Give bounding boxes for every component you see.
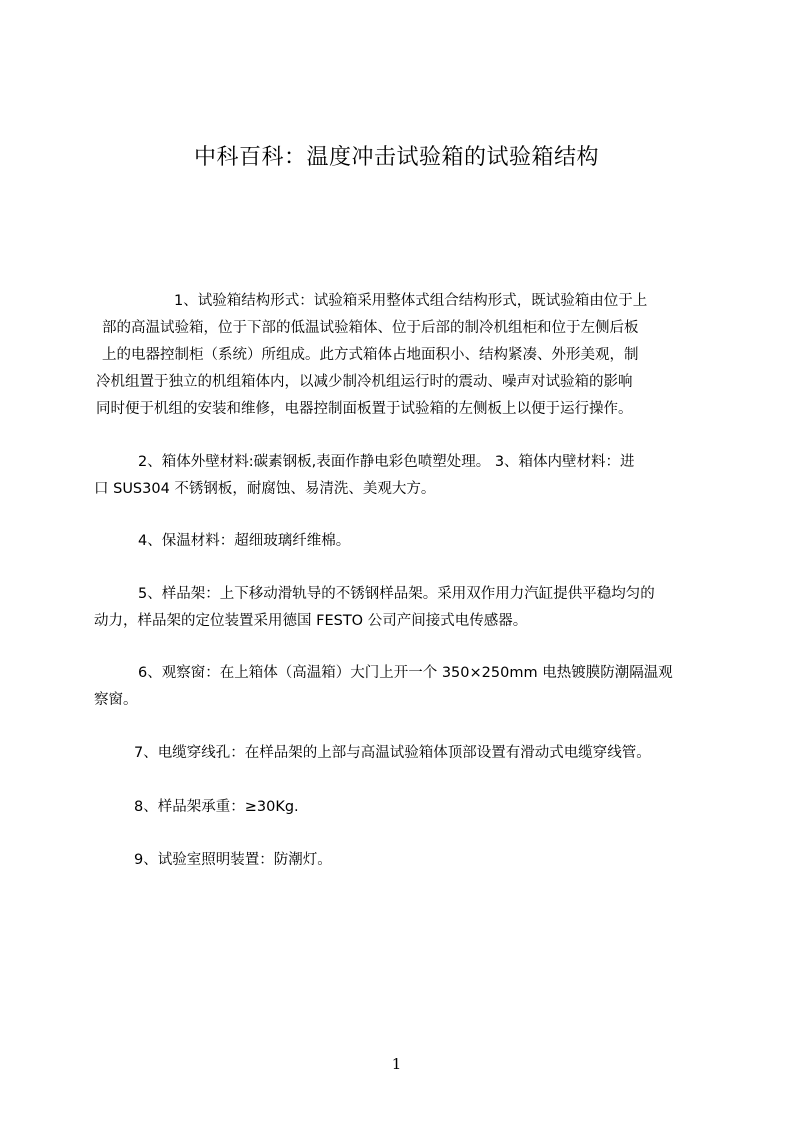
document-title: 中科百科：温度冲击试验箱的试验箱结构 bbox=[193, 145, 599, 170]
paragraph-1-line-4: 冷机组置于独立的机组箱体内，以减少制冷机组运行时的震动、噪声对试验箱的影响 bbox=[96, 374, 633, 390]
paragraph-7-line-1: 8、样品架承重：≥30Kg. bbox=[134, 799, 299, 815]
page-number: 1 bbox=[391, 1055, 402, 1073]
paragraph-2-line-2: 口 SUS304 不锈钢板，耐腐蚀、易清洗、美观大方。 bbox=[94, 481, 436, 497]
paragraph-4-line-2: 动力，样品架的定位装置采用德国 FESTO 公司产间接式电传感器。 bbox=[94, 613, 528, 629]
paragraph-1-line-3: 上的电器控制柜（系统）所组成。此方式箱体占地面积小、结构紧凑、外形美观，制 bbox=[102, 347, 639, 363]
paragraph-5-line-2: 察窗。 bbox=[94, 692, 138, 708]
paragraph-1-line-1: 1、试验箱结构形式：试验箱采用整体式组合结构形式，既试验箱由位于上 bbox=[174, 293, 648, 309]
paragraph-3-line-1: 4、保温材料：超细玻璃纤维棉。 bbox=[138, 533, 351, 549]
paragraph-2-line-1: 2、箱体外壁材料:碳素钢板,表面作静电彩色喷塑处理。 3、箱体内壁材料：进 bbox=[138, 454, 635, 470]
paragraph-6-line-1: 7、电缆穿线孔：在样品架的上部与高温试验箱体顶部设置有滑动式电缆穿线管。 bbox=[134, 745, 651, 761]
paragraph-1-line-2: 部的高温试验箱，位于下部的低温试验箱体、位于后部的制冷机组柜和位于左侧后板 bbox=[102, 320, 639, 336]
paragraph-4-line-1: 5、样品架：上下移动滑轨导的不锈钢样品架。采用双作用力汽缸提供平稳均匀的 bbox=[138, 586, 655, 602]
paragraph-8-line-1: 9、试验室照明装置：防潮灯。 bbox=[134, 852, 332, 868]
paragraph-5-line-1: 6、观察窗：在上箱体（高温箱）大门上开一个 350×250mm 电热镀膜防潮隔温观 bbox=[138, 665, 673, 681]
paragraph-1-line-5: 同时便于机组的安装和维修，电器控制面板置于试验箱的左侧板上以便于运行操作。 bbox=[96, 401, 633, 417]
